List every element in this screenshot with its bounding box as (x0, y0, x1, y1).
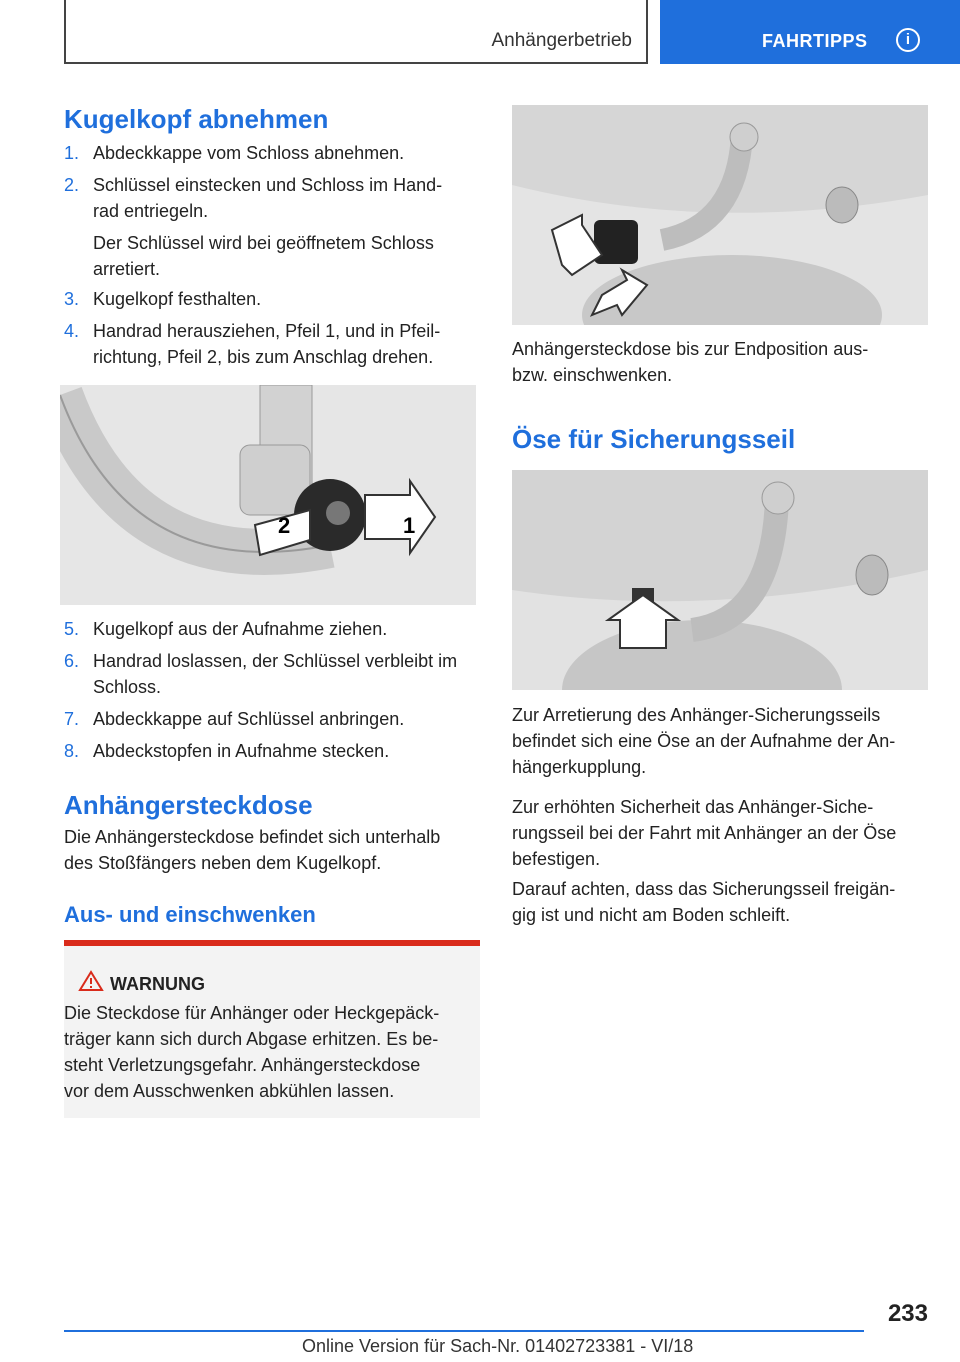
eye-text-3: Darauf achten, dass das Sicherungsseil freigän- gig ist und nicht am Boden schleift. (512, 879, 896, 925)
warning-triangle-icon (78, 970, 104, 992)
eye-text-1: Zur Arretierung des Anhänger-Sicherungsseils befindet sich eine Öse an der Aufnahme der An- hängerkupplung. (512, 705, 896, 777)
step-number: 4. (64, 321, 80, 341)
figure-socket-swing (512, 105, 928, 325)
step-text: Schlüssel einstecken und Schloss im Hand- rad entriegeln. (93, 175, 443, 221)
step-text: Abdeckkappe vom Schloss abnehmen. (93, 143, 405, 163)
header-chapter: Anhängerbetrieb (491, 30, 632, 51)
step-text: Abdeckkappe auf Schlüssel anbringen. (93, 709, 405, 729)
step-text: Handrad loslassen, der Schlüssel verbleibt im Schloss. (93, 651, 458, 697)
title-oese: Öse für Sicherungsseil (512, 424, 796, 454)
caption-swing: Anhängersteckdose bis zur Endposition aus- bzw. einschwenken. (512, 339, 869, 385)
step-number: 6. (64, 651, 80, 671)
info-circle-icon[interactable]: i (896, 28, 920, 52)
header-section: FAHRTIPPS (762, 31, 868, 51)
step-text: Kugelkopf aus der Aufnahme ziehen. (93, 619, 388, 639)
step-number: 3. (64, 289, 80, 309)
step-text: Kugelkopf festhalten. (93, 289, 262, 309)
step-number: 2. (64, 175, 80, 195)
title-aus-einschwenken: Aus- und einschwenken (64, 902, 316, 927)
warning-box (64, 940, 480, 1118)
header-section-tab[interactable] (660, 0, 960, 64)
figure-safety-eye (512, 470, 928, 690)
step-number: 8. (64, 741, 80, 761)
figure-handwheel (60, 385, 476, 605)
figure-label-1: 1 (403, 513, 416, 538)
step-text: Der Schlüssel wird bei geöffnetem Schloss arretiert. (93, 233, 434, 279)
step-number: 1. (64, 143, 80, 163)
step-text: Abdeckstopfen in Aufnahme stecken. (93, 741, 390, 761)
title-kugelkopf: Kugelkopf abnehmen (64, 104, 329, 134)
socket-text: Die Anhängersteckdose befindet sich unterhalb des Stoßfängers neben dem Kugelkopf. (64, 827, 441, 873)
footer-online-version: Online Version für Sach-Nr. 01402723381 - VI/18 (302, 1336, 694, 1356)
step-text: Handrad herausziehen, Pfeil 1, und in Pfeil- richtung, Pfeil 2, bis zum Anschlag drehen. (93, 321, 441, 367)
eye-text-2: Zur erhöhten Sicherheit das Anhänger-Siche- rungsseil bei der Fahrt mit Anhänger an der Öse befestigen. (512, 797, 897, 869)
title-anhaengersteckdose: Anhängersteckdose (64, 790, 313, 820)
step-number: 7. (64, 709, 80, 729)
header-chapter-box (64, 0, 648, 64)
page-number: 233 (887, 1300, 928, 1327)
footer-divider (64, 1330, 864, 1332)
figure-label-2: 2 (278, 513, 291, 538)
warning-label: WARNUNG (110, 974, 205, 994)
step-number: 5. (64, 619, 80, 639)
warning-text: Die Steckdose für Anhänger oder Heckgepäck- träger kann sich durch Abgase erhitzen. Es be- steht Verletzungsgefahr. Anhängersteckdose vor dem Ausschwenken abkühlen lassen. (64, 1003, 440, 1101)
